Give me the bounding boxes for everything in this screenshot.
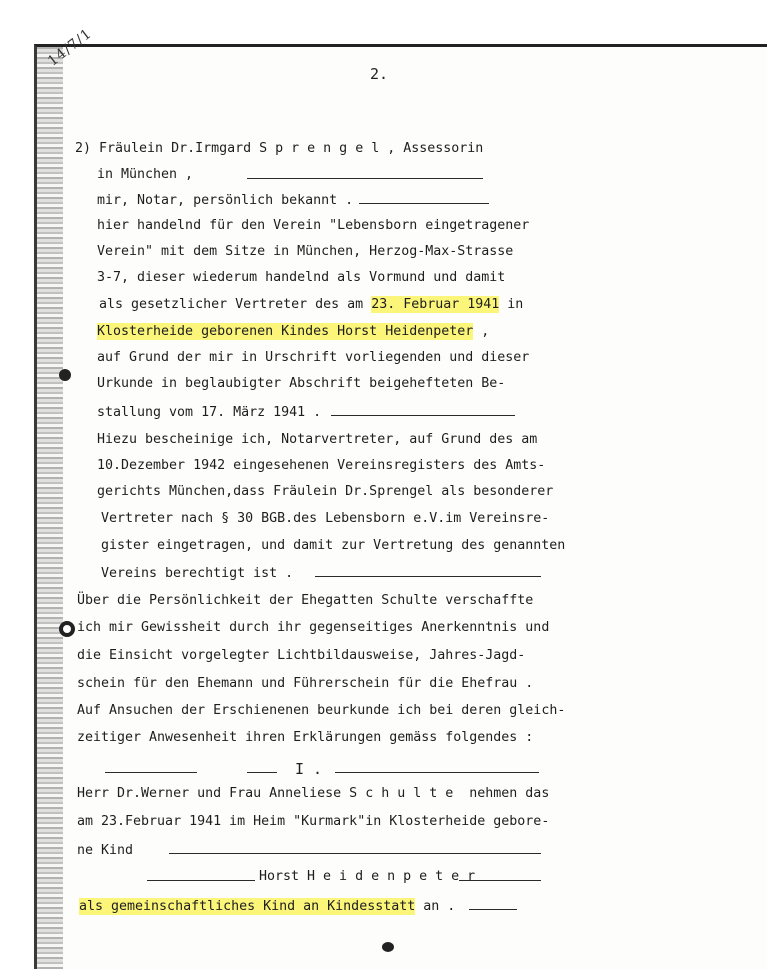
punch-hole — [59, 621, 75, 637]
highlighted-adoption-phrase: als gemeinschaftliches Kind an Kindesstatt — [79, 899, 416, 914]
text-line: mir, Notar, persönlich bekannt . — [97, 193, 354, 208]
fill-rule — [105, 772, 197, 773]
fill-rule — [459, 880, 541, 881]
text-line: am 23.Februar 1941 im Heim "Kurmark"in Klosterheide gebore- — [77, 814, 550, 829]
text-line: stallung vom 17. März 1941 . — [97, 405, 322, 420]
text-segment: als gesetzlicher Vertreter des am — [99, 297, 372, 312]
fill-rule — [359, 203, 489, 204]
fill-rule — [247, 178, 483, 179]
text-line — [97, 323, 489, 340]
highlighted-date: 23. Februar 1941 — [371, 297, 500, 312]
punch-hole — [59, 369, 71, 381]
text-segment: an . — [415, 899, 456, 914]
scan-edge-artifact — [37, 47, 63, 969]
text-line: zeitiger Anwesenheit ihren Erklärungen gemäss folgendes : — [77, 730, 534, 745]
text-line: schein für den Ehemann und Führerschein für die Ehefrau . — [77, 676, 534, 691]
handwritten-margin-note: 14/7/1 — [45, 25, 96, 70]
text-line — [79, 898, 455, 915]
text-line: auf Grund der mir in Urschrift vorliegenden und dieser — [97, 350, 530, 365]
text-segment: , — [473, 324, 490, 339]
fill-rule — [247, 772, 277, 773]
text-line: Vereins berechtigt ist . — [101, 566, 294, 581]
text-line: 3-7, dieser wiederum handelnd als Vormund und damit — [97, 270, 506, 285]
text-line: gerichts München,dass Fräulein Dr.Sprengel als besonderer — [97, 484, 554, 499]
highlighted-birthplace: Klosterheide geborenen Kindes Horst Heidenpeter — [97, 324, 474, 339]
text-line: Über die Persönlichkeit der Ehegatten Schulte verschaffte — [77, 593, 534, 608]
text-line: ich mir Gewissheit durch ihr gegenseitiges Anerkenntnis und — [77, 620, 550, 635]
text-line: Vertreter nach § 30 BGB.des Lebensborn e.V.im Vereinsre- — [101, 511, 550, 526]
fill-rule — [335, 772, 539, 773]
text-line: die Einsicht vorgelegter Lichtbildausweise, Jahres-Jagd- — [77, 648, 526, 663]
text-line: 2) Fräulein Dr.Irmgard S p r e n g e l , Assessorin — [75, 141, 484, 156]
text-line: Auf Ansuchen der Erschienenen beurkunde ich bei deren gleich- — [77, 703, 566, 718]
ink-blot — [382, 942, 394, 952]
page-number: 2. — [370, 65, 389, 83]
child-name: Horst H e i d e n p e t e r — [259, 869, 476, 884]
text-line: in München , — [97, 167, 194, 182]
text-line: Herr Dr.Werner und Frau Anneliese S c h u l t e nehmen das — [77, 786, 550, 801]
text-line: ne Kind — [77, 843, 134, 858]
document-page — [34, 25, 767, 969]
text-line: Verein" mit dem Sitze in München, Herzog-Max-Strasse — [97, 244, 514, 259]
fill-rule — [315, 576, 541, 577]
text-line — [99, 296, 523, 313]
text-line: hier handelnd für den Verein "Lebensborn eingetragener — [97, 218, 530, 233]
fill-rule — [147, 880, 255, 881]
text-line: 10.Dezember 1942 eingesehenen Vereinsregisters des Amts- — [97, 458, 546, 473]
fill-rule — [331, 415, 515, 416]
text-line: Hiezu bescheinige ich, Notarvertreter, auf Grund des am — [97, 432, 538, 447]
text-segment: in — [499, 297, 524, 312]
fill-rule — [169, 853, 541, 854]
section-numeral: I . — [295, 760, 323, 778]
text-line: gister eingetragen, und damit zur Vertretung des genannten — [101, 538, 566, 553]
text-line: Urkunde in beglaubigter Abschrift beigehefteten Be- — [97, 376, 506, 391]
fill-rule — [469, 909, 517, 910]
